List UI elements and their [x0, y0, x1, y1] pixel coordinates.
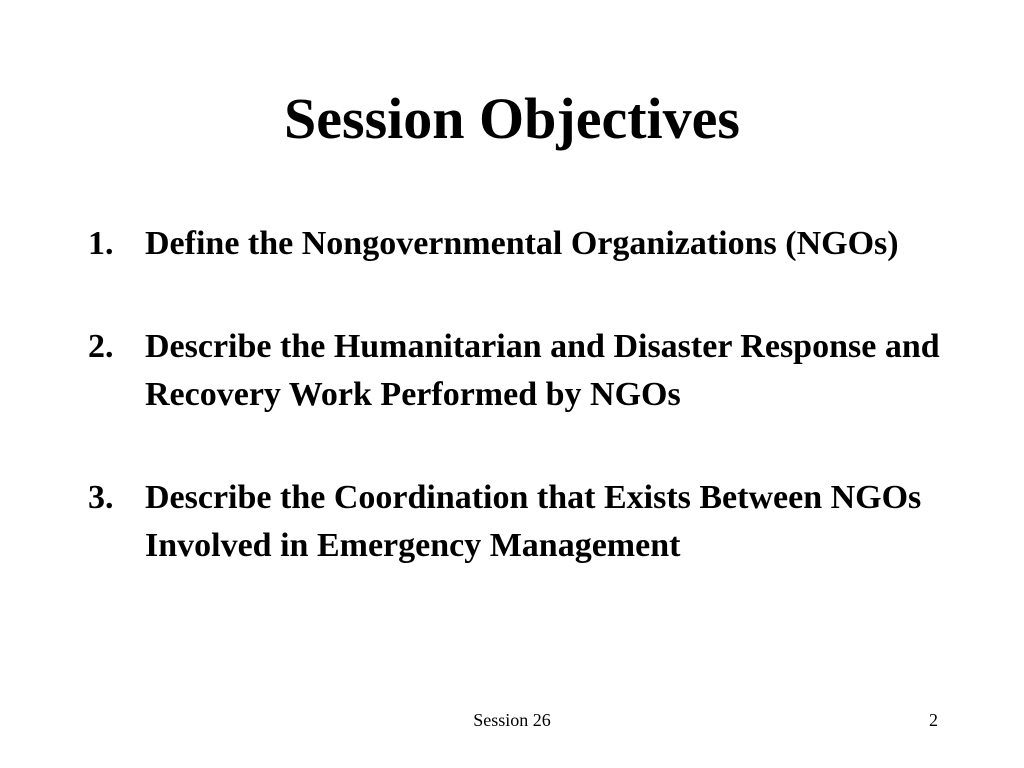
slide-title: Session Objectives: [284, 86, 740, 151]
objective-text: Describe the Humanitarian and Disaster Response and Recovery Work Performed by NGOs: [145, 328, 940, 413]
objective-number: 3.: [88, 479, 114, 516]
slide-footer: Session 26: [473, 710, 551, 730]
objective-item: [88, 323, 948, 419]
objective-text: Define the Nongovernmental Organizations (NGOs): [145, 225, 899, 262]
objectives-list: [88, 220, 948, 625]
objective-number: 1.: [88, 225, 114, 262]
slide-page-number: 2: [929, 710, 938, 730]
objective-item: [88, 474, 948, 570]
objective-number: 2.: [88, 328, 114, 365]
objective-item: [88, 220, 948, 268]
objective-text: Describe the Coordination that Exists Between NGOs Involved in Emergency Management: [145, 479, 922, 564]
